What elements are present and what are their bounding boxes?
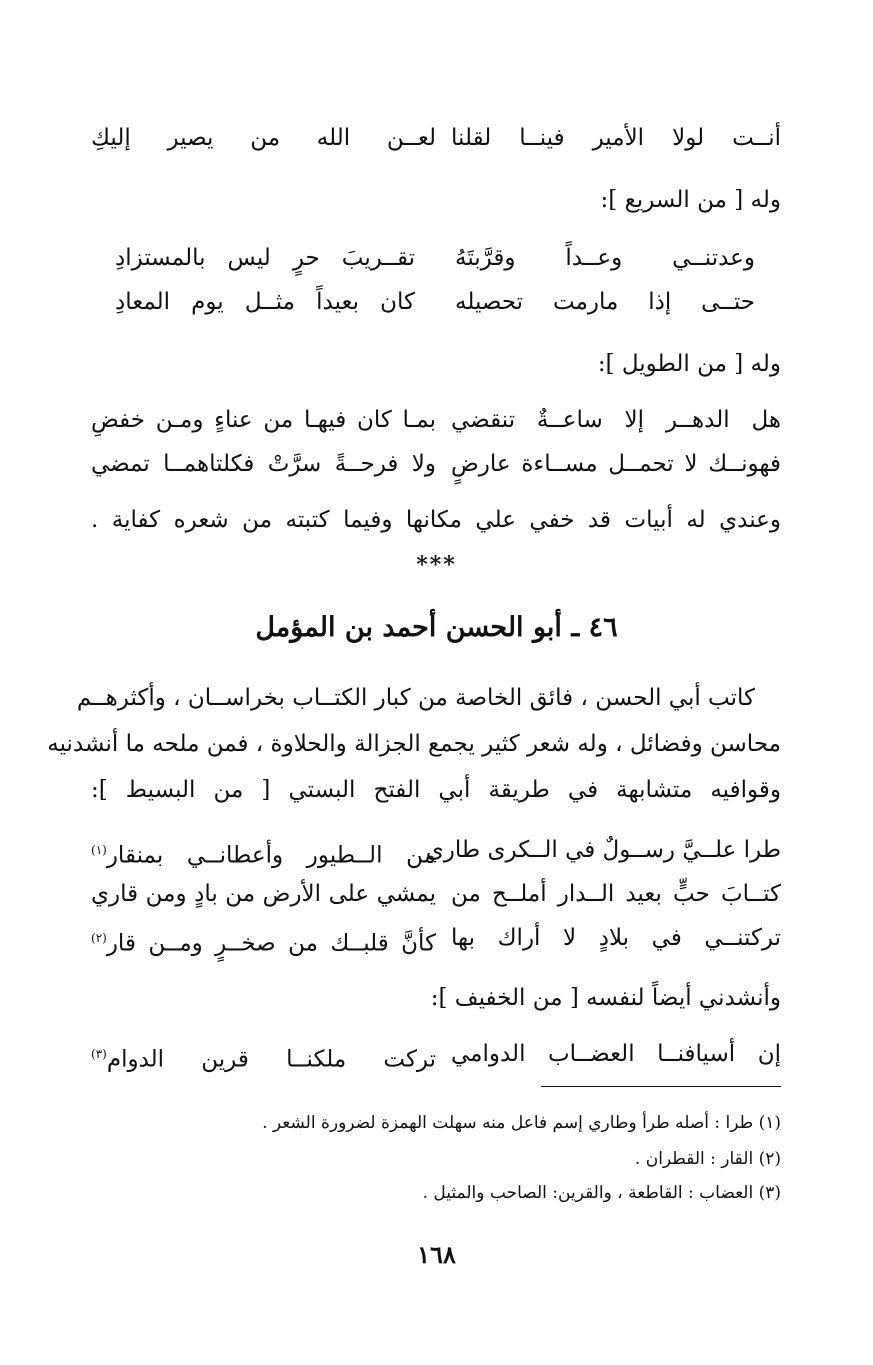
paragraph-line: كاتب أبي الحسن ، فائق الخاصة من كبار الكتــاب بخراســان ، وأكثرهــم xyxy=(76,685,755,711)
hemistich-text: تركت ملكنــا قرين الدوام xyxy=(106,1046,436,1073)
footnote-marker: (١) xyxy=(91,843,107,857)
footnote-marker: (٢) xyxy=(91,931,107,945)
verse-first-hemistich: وعدتنــي وعــداً وقرَّبتَهُ xyxy=(455,245,755,271)
meter-intro: وأنشدني أيضاً لنفسه [ من الخفيف ]: xyxy=(430,985,781,1011)
hemistich-text: من الــطيور وأعطانــي بمنقار xyxy=(106,842,436,869)
verse-line xyxy=(91,398,781,442)
footnote: (٢) القار : القطران . xyxy=(634,1149,781,1169)
footnote: (٣) العضاب : القاطعة ، والقرين: الصاحب والمثيل . xyxy=(422,1183,781,1203)
verse-first-hemistich: تركتنــي في بلادٍ لا أراك بها xyxy=(451,925,781,951)
hemistich-text: كأنَّ قلبــك من صخــرٍ ومــن قار xyxy=(106,930,436,957)
section-separator: *** xyxy=(416,552,457,578)
footnote-marker: (٣) xyxy=(91,1047,107,1061)
verse-line xyxy=(91,442,781,486)
verse-first-hemistich: حتــى إذا مارمت تحصيله xyxy=(455,289,755,315)
verse-first-hemistich: طرا علــيَّ رســولٌ في الــكرى طاري xyxy=(425,837,781,863)
verse-line xyxy=(91,116,781,160)
verse-second-hemistich: يمشي على الأرض من بادٍ ومن قاري xyxy=(91,881,436,907)
footnote-rule xyxy=(541,1086,781,1087)
verse-second-hemistich: بمـا كان فيهـا من عناءٍ ومـن خفضِ xyxy=(91,407,436,433)
verse-second-hemistich: ولا فرحــةً سرَّتْ فكلتاهمــا تمضي xyxy=(91,451,436,477)
paragraph-line: محاسن وفضائل ، وله شعر كثير يجمع الجزالة والحلاوة ، فمن ملحه ما أنشدنيه xyxy=(47,731,781,757)
verse-line xyxy=(91,828,781,872)
verse-first-hemistich: فهونــك لا تحمــل مســاءة عارضٍ xyxy=(451,451,781,477)
footnote: (١) طرا : أصله طرأ وطاري إسم فاعل منه سهلت الهمزة لضرورة الشعر . xyxy=(262,1113,781,1133)
verse-second-hemistich: تقــريبَ حرٍ ليس بالمستزادِ xyxy=(115,245,415,271)
verse-first-hemistich: أنــت لولا الأمير فينــا لقلنا xyxy=(451,125,781,151)
closing-sentence: وعندي له أبيات قد خفي علي مكانها وفيما كتبته من شعره كفاية . xyxy=(91,507,781,533)
verse-line xyxy=(91,916,781,960)
verse-second-hemistich xyxy=(91,916,436,966)
paragraph-line: وقوافيه متشابهة في طريقة أبي الفتح البستي [ من البسيط ]: xyxy=(91,777,781,803)
verse-line xyxy=(115,280,755,324)
section-heading: ٤٦ ـ أبو الحسن أحمد بن المؤمل xyxy=(255,612,618,643)
verse-line xyxy=(91,872,781,916)
verse-line xyxy=(91,1032,781,1076)
verse-second-hemistich xyxy=(91,828,436,878)
page-number: ١٦٨ xyxy=(417,1240,456,1269)
verse-line xyxy=(115,236,755,280)
verse-second-hemistich: كان بعيداً مثــل يوم المعادِ xyxy=(115,289,415,315)
verse-second-hemistich: لعــن الله من يصير إليكِ xyxy=(91,125,436,151)
verse-first-hemistich: هل الدهــر إلا ساعــةٌ تنقضي xyxy=(451,407,781,433)
meter-intro: وله [ من الطويل ]: xyxy=(597,351,781,377)
meter-intro: وله [ من السريع ]: xyxy=(600,187,781,213)
verse-first-hemistich: كتــابَ حبٍّ بعيد الــدار أملــح من xyxy=(451,881,781,907)
verse-second-hemistich xyxy=(91,1032,436,1082)
verse-first-hemistich: إن أسيافنــا العضــاب الدوامي xyxy=(451,1041,781,1067)
